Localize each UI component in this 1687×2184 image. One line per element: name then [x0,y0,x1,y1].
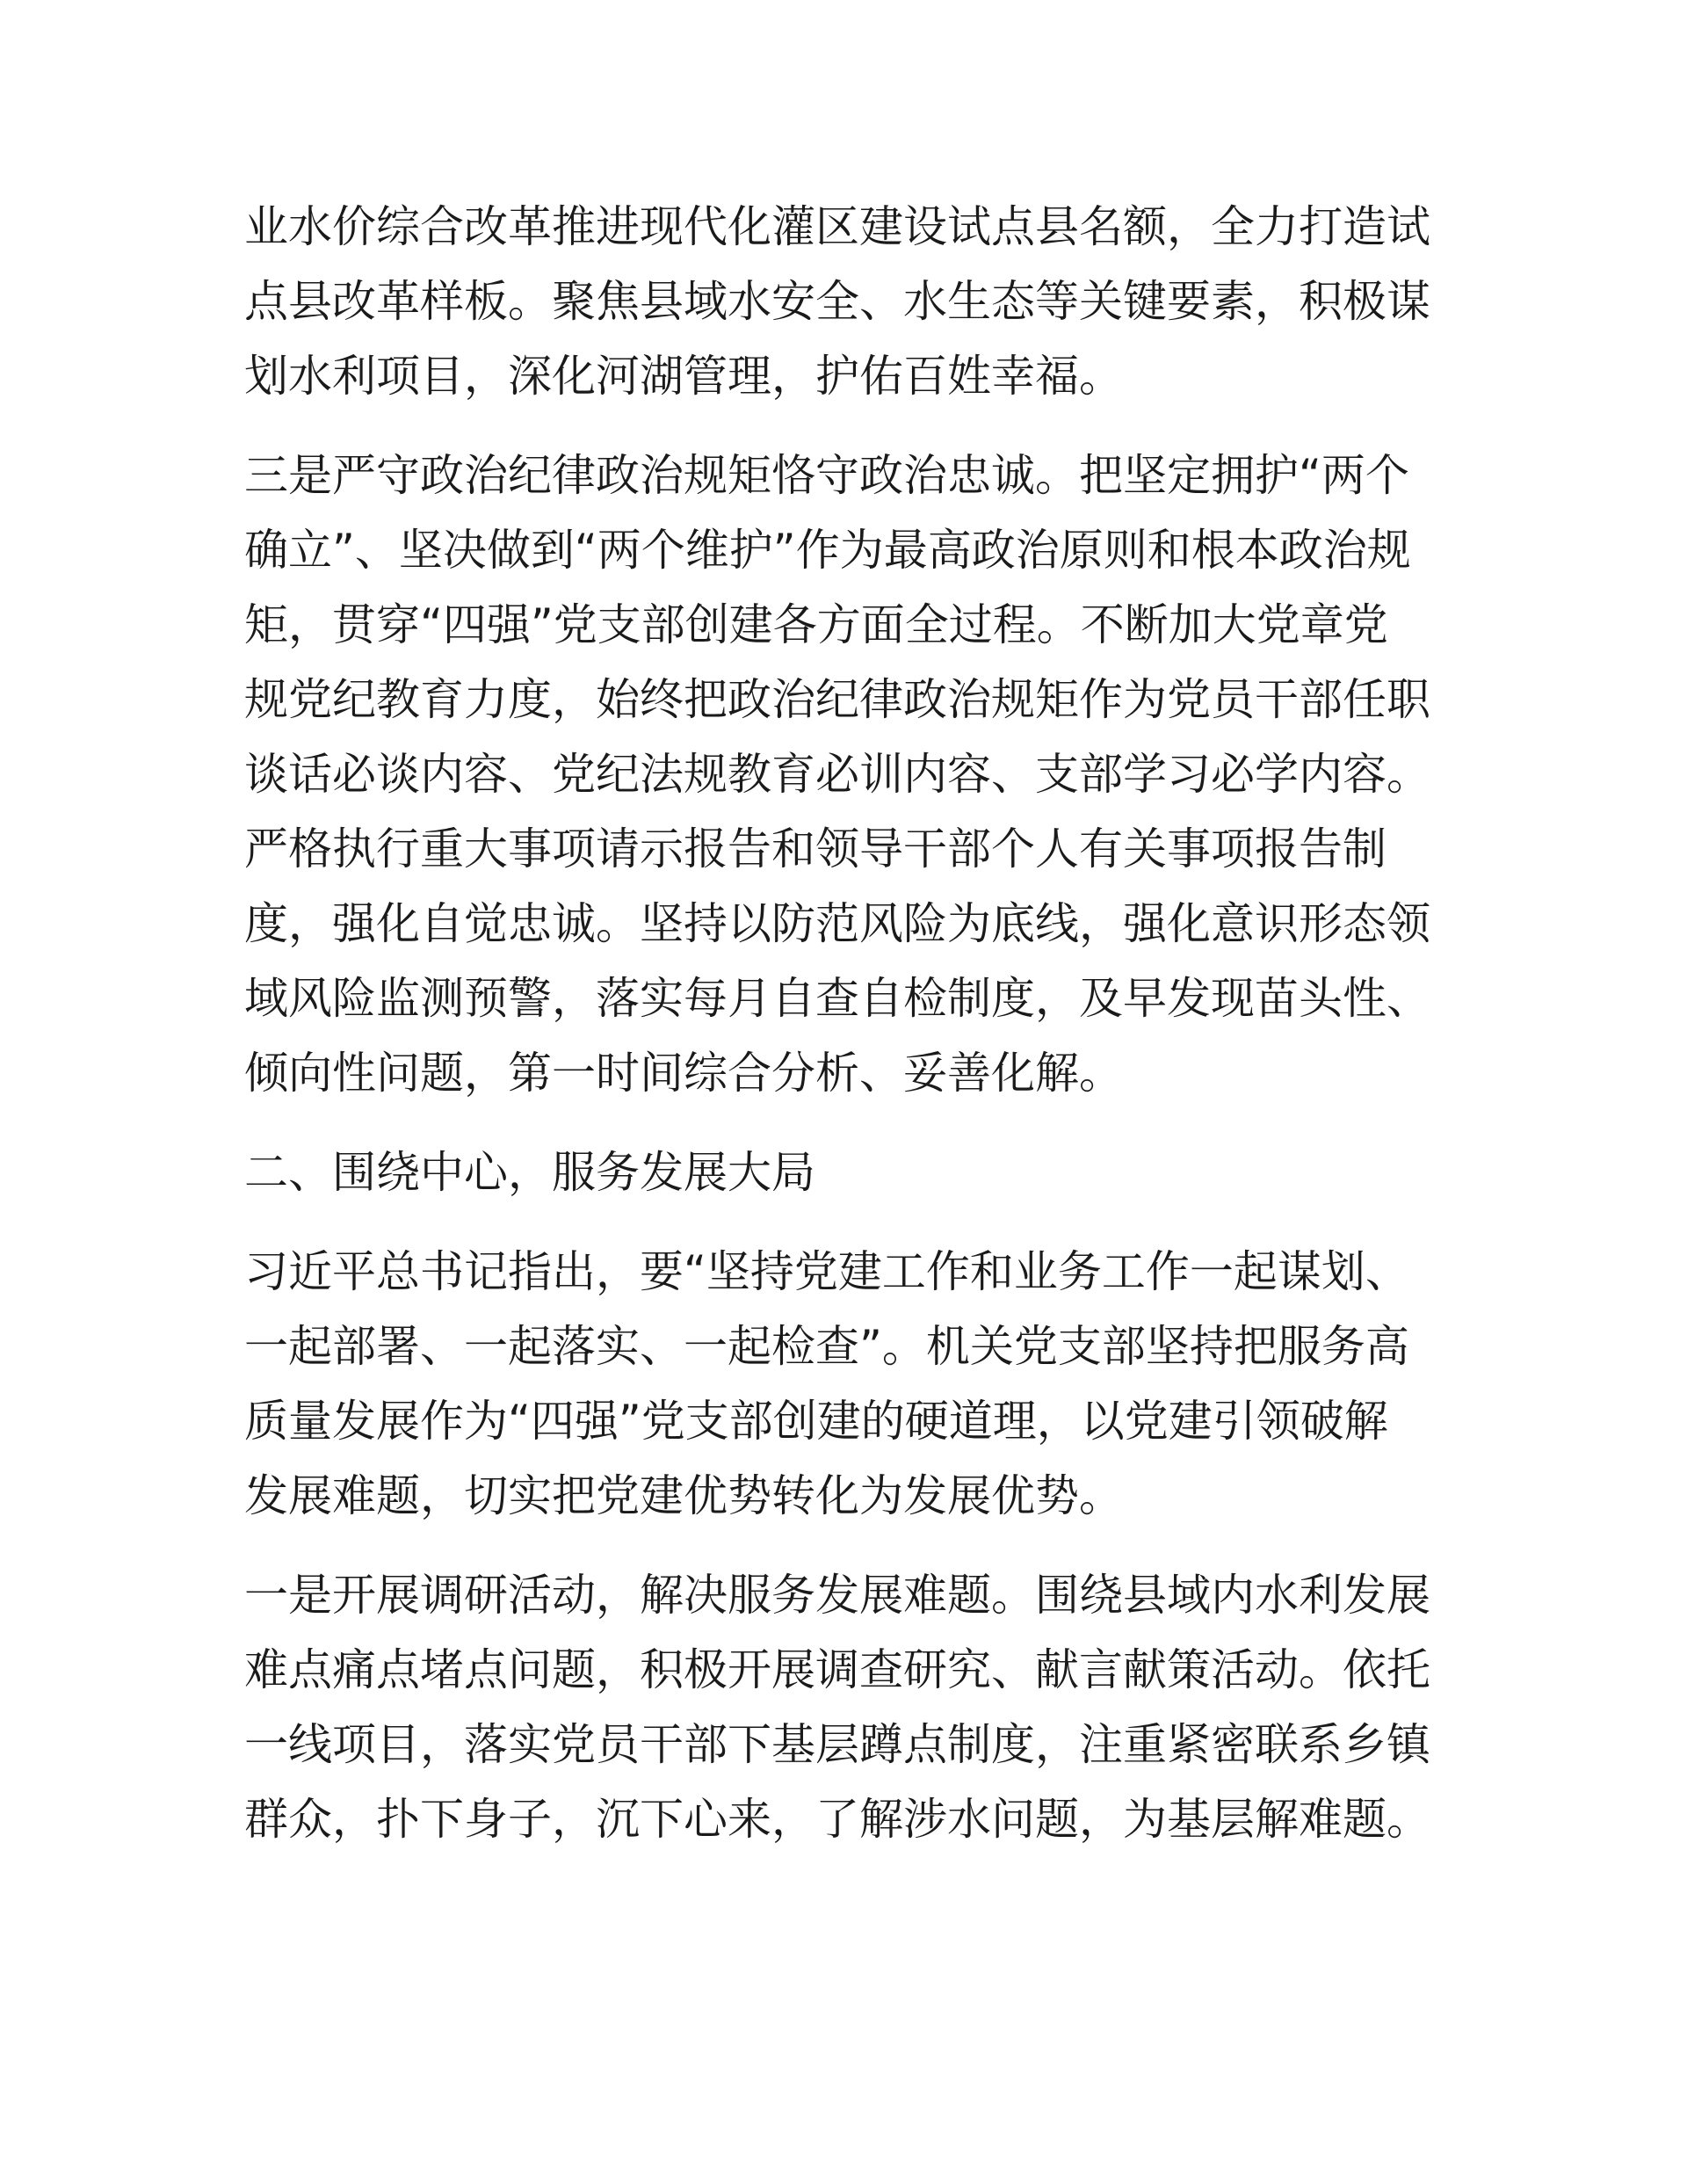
text-line: 划水利项目，深化河湖管理，护佑百姓幸福。 [244,351,1123,402]
text-line: 一线项目，落实党员干部下基层蹲点制度，注重紧密联系乡镇 [244,1719,1430,1770]
text-line: 业水价综合改革推进现代化灌区建设试点县名额，全力打造试 [244,201,1430,252]
text-line: 严格执行重大事项请示报告和领导干部个人有关事项报告制 [244,824,1387,874]
text-line: 度，强化自觉忠诚。坚持以防范风险为底线，强化意识形态领 [244,898,1430,949]
text-line: 一起部署、一起落实、一起检查”。机关党支部坚持把服务高 [244,1321,1409,1372]
text-line: 一是开展调研活动，解决服务发展难题。围绕县域内水利发展 [244,1570,1430,1621]
text-line: 群众，扑下身子，沉下心来，了解涉水问题，为基层解难题。 [244,1794,1430,1845]
text-line: 确立”、坚决做到“两个维护”作为最高政治原则和根本政治规 [244,525,1411,576]
text-line: 规党纪教育力度，始终把政治纪律政治规矩作为党员干部任职 [244,674,1430,725]
text-line: 谈话必谈内容、党纪法规教育必训内容、支部学习必学内容。 [244,749,1430,800]
text-line: 点县改革样板。聚焦县域水安全、水生态等关键要素，积极谋 [244,276,1430,327]
text-line: 矩，贯穿“四强”党支部创建各方面全过程。不断加大党章党 [244,599,1388,650]
paragraph-political-discipline [244,439,1457,1111]
text-line: 发展难题，切实把党建优势转化为发展优势。 [244,1470,1123,1521]
paragraph-party-building-quote [244,1235,1457,1534]
paragraph-research-activities [244,1558,1457,1857]
text-line: 三是严守政治纪律政治规矩恪守政治忠诚。把坚定拥护“两个 [244,450,1409,501]
paragraph-water-price-reform [244,190,1457,414]
text-line: 倾向性问题，第一时间综合分析、妥善化解。 [244,1048,1123,1099]
heading-line: 二、围绕中心，服务发展大局 [244,1147,815,1198]
text-line: 域风险监测预警，落实每月自查自检制度，及早发现苗头性、 [244,973,1430,1024]
section-heading [244,1136,1457,1210]
document-body [244,190,1457,1882]
text-line: 难点痛点堵点问题，积极开展调查研究、献言献策活动。依托 [244,1644,1430,1695]
text-line: 质量发展作为“四强”党支部创建的硬道理，以党建引领破解 [244,1396,1388,1447]
text-line: 习近平总书记指出，要“坚持党建工作和业务工作一起谋划、 [244,1246,1409,1297]
